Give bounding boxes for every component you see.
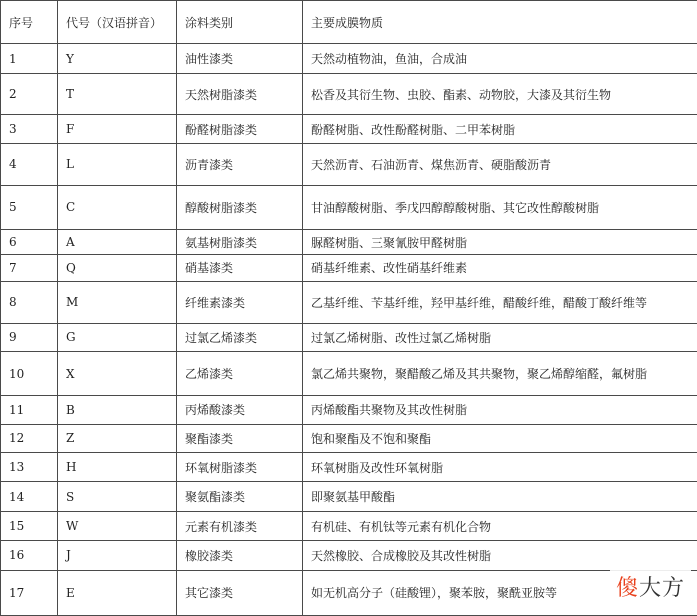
cell-category: 聚氨酯漆类 bbox=[177, 482, 303, 511]
cell-film-substance: 饱和聚酯及不饱和聚酯 bbox=[303, 424, 697, 452]
cell-code: Y bbox=[58, 44, 177, 74]
cell-film-substance: 天然动植物油，鱼油，合成油 bbox=[303, 44, 697, 74]
cell-seq: 6 bbox=[1, 230, 58, 255]
table-row bbox=[1, 255, 697, 281]
table-row bbox=[1, 230, 697, 255]
cell-code: Q bbox=[58, 255, 177, 281]
table-row bbox=[1, 570, 697, 615]
table-row bbox=[1, 185, 697, 229]
cell-film-substance: 过氯乙烯树脂、改性过氯乙烯树脂 bbox=[303, 323, 697, 351]
table-row bbox=[1, 482, 697, 511]
cell-seq: 8 bbox=[1, 281, 58, 323]
cell-category: 元素有机漆类 bbox=[177, 511, 303, 540]
header-code: 代号（汉语拼音） bbox=[58, 1, 177, 44]
header-film-substance: 主要成膜物质 bbox=[303, 1, 697, 44]
cell-category: 过氯乙烯漆类 bbox=[177, 323, 303, 351]
cell-seq: 13 bbox=[1, 452, 58, 481]
cell-film-substance: 氯乙烯共聚物，聚醋酸乙烯及其共聚物，聚乙烯醇缩醛，氟树脂 bbox=[303, 352, 697, 396]
cell-category: 橡胶漆类 bbox=[177, 541, 303, 570]
cell-category: 环氧树脂漆类 bbox=[177, 452, 303, 481]
table-row bbox=[1, 281, 697, 323]
cell-code: C bbox=[58, 185, 177, 229]
cell-code: S bbox=[58, 482, 177, 511]
cell-category: 纤维素漆类 bbox=[177, 281, 303, 323]
header-seq: 序号 bbox=[1, 1, 58, 44]
cell-film-substance: 天然沥青、石油沥青、煤焦沥青、硬脂酸沥青 bbox=[303, 143, 697, 185]
cell-film-substance: 如无机高分子（硅酸锂），聚苯胺，聚酰亚胺等 bbox=[303, 570, 697, 615]
header-category: 涂料类别 bbox=[177, 1, 303, 44]
cell-code: F bbox=[58, 115, 177, 143]
cell-code: B bbox=[58, 396, 177, 424]
cell-seq: 14 bbox=[1, 482, 58, 511]
cell-category: 硝基漆类 bbox=[177, 255, 303, 281]
cell-seq: 17 bbox=[1, 570, 58, 615]
cell-seq: 15 bbox=[1, 511, 58, 540]
cell-film-substance: 有机硅、有机钛等元素有机化合物 bbox=[303, 511, 697, 540]
table-row bbox=[1, 115, 697, 143]
watermark-text: 大方 bbox=[638, 576, 685, 601]
cell-code: T bbox=[58, 74, 177, 115]
table-row bbox=[1, 452, 697, 481]
cell-code: H bbox=[58, 452, 177, 481]
cell-category: 沥青漆类 bbox=[177, 143, 303, 185]
cell-category: 油性漆类 bbox=[177, 44, 303, 74]
cell-code: J bbox=[58, 541, 177, 570]
cell-seq: 3 bbox=[1, 115, 58, 143]
cell-seq: 16 bbox=[1, 541, 58, 570]
cell-film-substance: 脲醛树脂、三聚氰胺甲醛树脂 bbox=[303, 230, 697, 255]
cell-seq: 10 bbox=[1, 352, 58, 396]
table-row bbox=[1, 143, 697, 185]
cell-seq: 1 bbox=[1, 44, 58, 74]
cell-seq: 7 bbox=[1, 255, 58, 281]
cell-code: A bbox=[58, 230, 177, 255]
table-row bbox=[1, 323, 697, 351]
table-row bbox=[1, 424, 697, 452]
cell-code: X bbox=[58, 352, 177, 396]
cell-code: W bbox=[58, 511, 177, 540]
cell-film-substance: 环氧树脂及改性环氧树脂 bbox=[303, 452, 697, 481]
watermark-char: 傻 bbox=[615, 576, 639, 601]
cell-film-substance: 天然橡胶、合成橡胶及其改性树脂 bbox=[303, 541, 697, 570]
table-row bbox=[1, 44, 697, 74]
table-row bbox=[1, 74, 697, 115]
cell-film-substance: 硝基纤维素、改性硝基纤维素 bbox=[303, 255, 697, 281]
cell-category: 其它漆类 bbox=[177, 570, 303, 615]
cell-seq: 11 bbox=[1, 396, 58, 424]
cell-film-substance: 松香及其衍生物、虫胶、酯素、动物胶，大漆及其衍生物 bbox=[303, 74, 697, 115]
table-header-row bbox=[1, 1, 697, 44]
cell-film-substance: 丙烯酸酯共聚物及其改性树脂 bbox=[303, 396, 697, 424]
table-row bbox=[1, 541, 697, 570]
cell-seq: 9 bbox=[1, 323, 58, 351]
cell-category: 醇酸树脂漆类 bbox=[177, 185, 303, 229]
cell-code: G bbox=[58, 323, 177, 351]
cell-category: 酚醛树脂漆类 bbox=[177, 115, 303, 143]
cell-film-substance: 甘油醇酸树脂、季戊四醇醇酸树脂、其它改性醇酸树脂 bbox=[303, 185, 697, 229]
cell-film-substance: 酚醛树脂、改性酚醛树脂、二甲苯树脂 bbox=[303, 115, 697, 143]
cell-seq: 5 bbox=[1, 185, 58, 229]
cell-seq: 4 bbox=[1, 143, 58, 185]
cell-category: 氨基树脂漆类 bbox=[177, 230, 303, 255]
cell-code: E bbox=[58, 570, 177, 615]
cell-category: 乙烯漆类 bbox=[177, 352, 303, 396]
cell-film-substance: 即聚氨基甲酸酯 bbox=[303, 482, 697, 511]
cell-category: 丙烯酸漆类 bbox=[177, 396, 303, 424]
cell-code: M bbox=[58, 281, 177, 323]
cell-code: L bbox=[58, 143, 177, 185]
cell-category: 天然树脂漆类 bbox=[177, 74, 303, 115]
table-row bbox=[1, 396, 697, 424]
watermark-logo bbox=[610, 569, 691, 604]
cell-seq: 12 bbox=[1, 424, 58, 452]
table-row bbox=[1, 511, 697, 540]
table-row bbox=[1, 352, 697, 396]
cell-category: 聚酯漆类 bbox=[177, 424, 303, 452]
cell-seq: 2 bbox=[1, 74, 58, 115]
cell-code: Z bbox=[58, 424, 177, 452]
cell-film-substance: 乙基纤维、苄基纤维，羟甲基纤维，醋酸纤维，醋酸丁酸纤维等 bbox=[303, 281, 697, 323]
